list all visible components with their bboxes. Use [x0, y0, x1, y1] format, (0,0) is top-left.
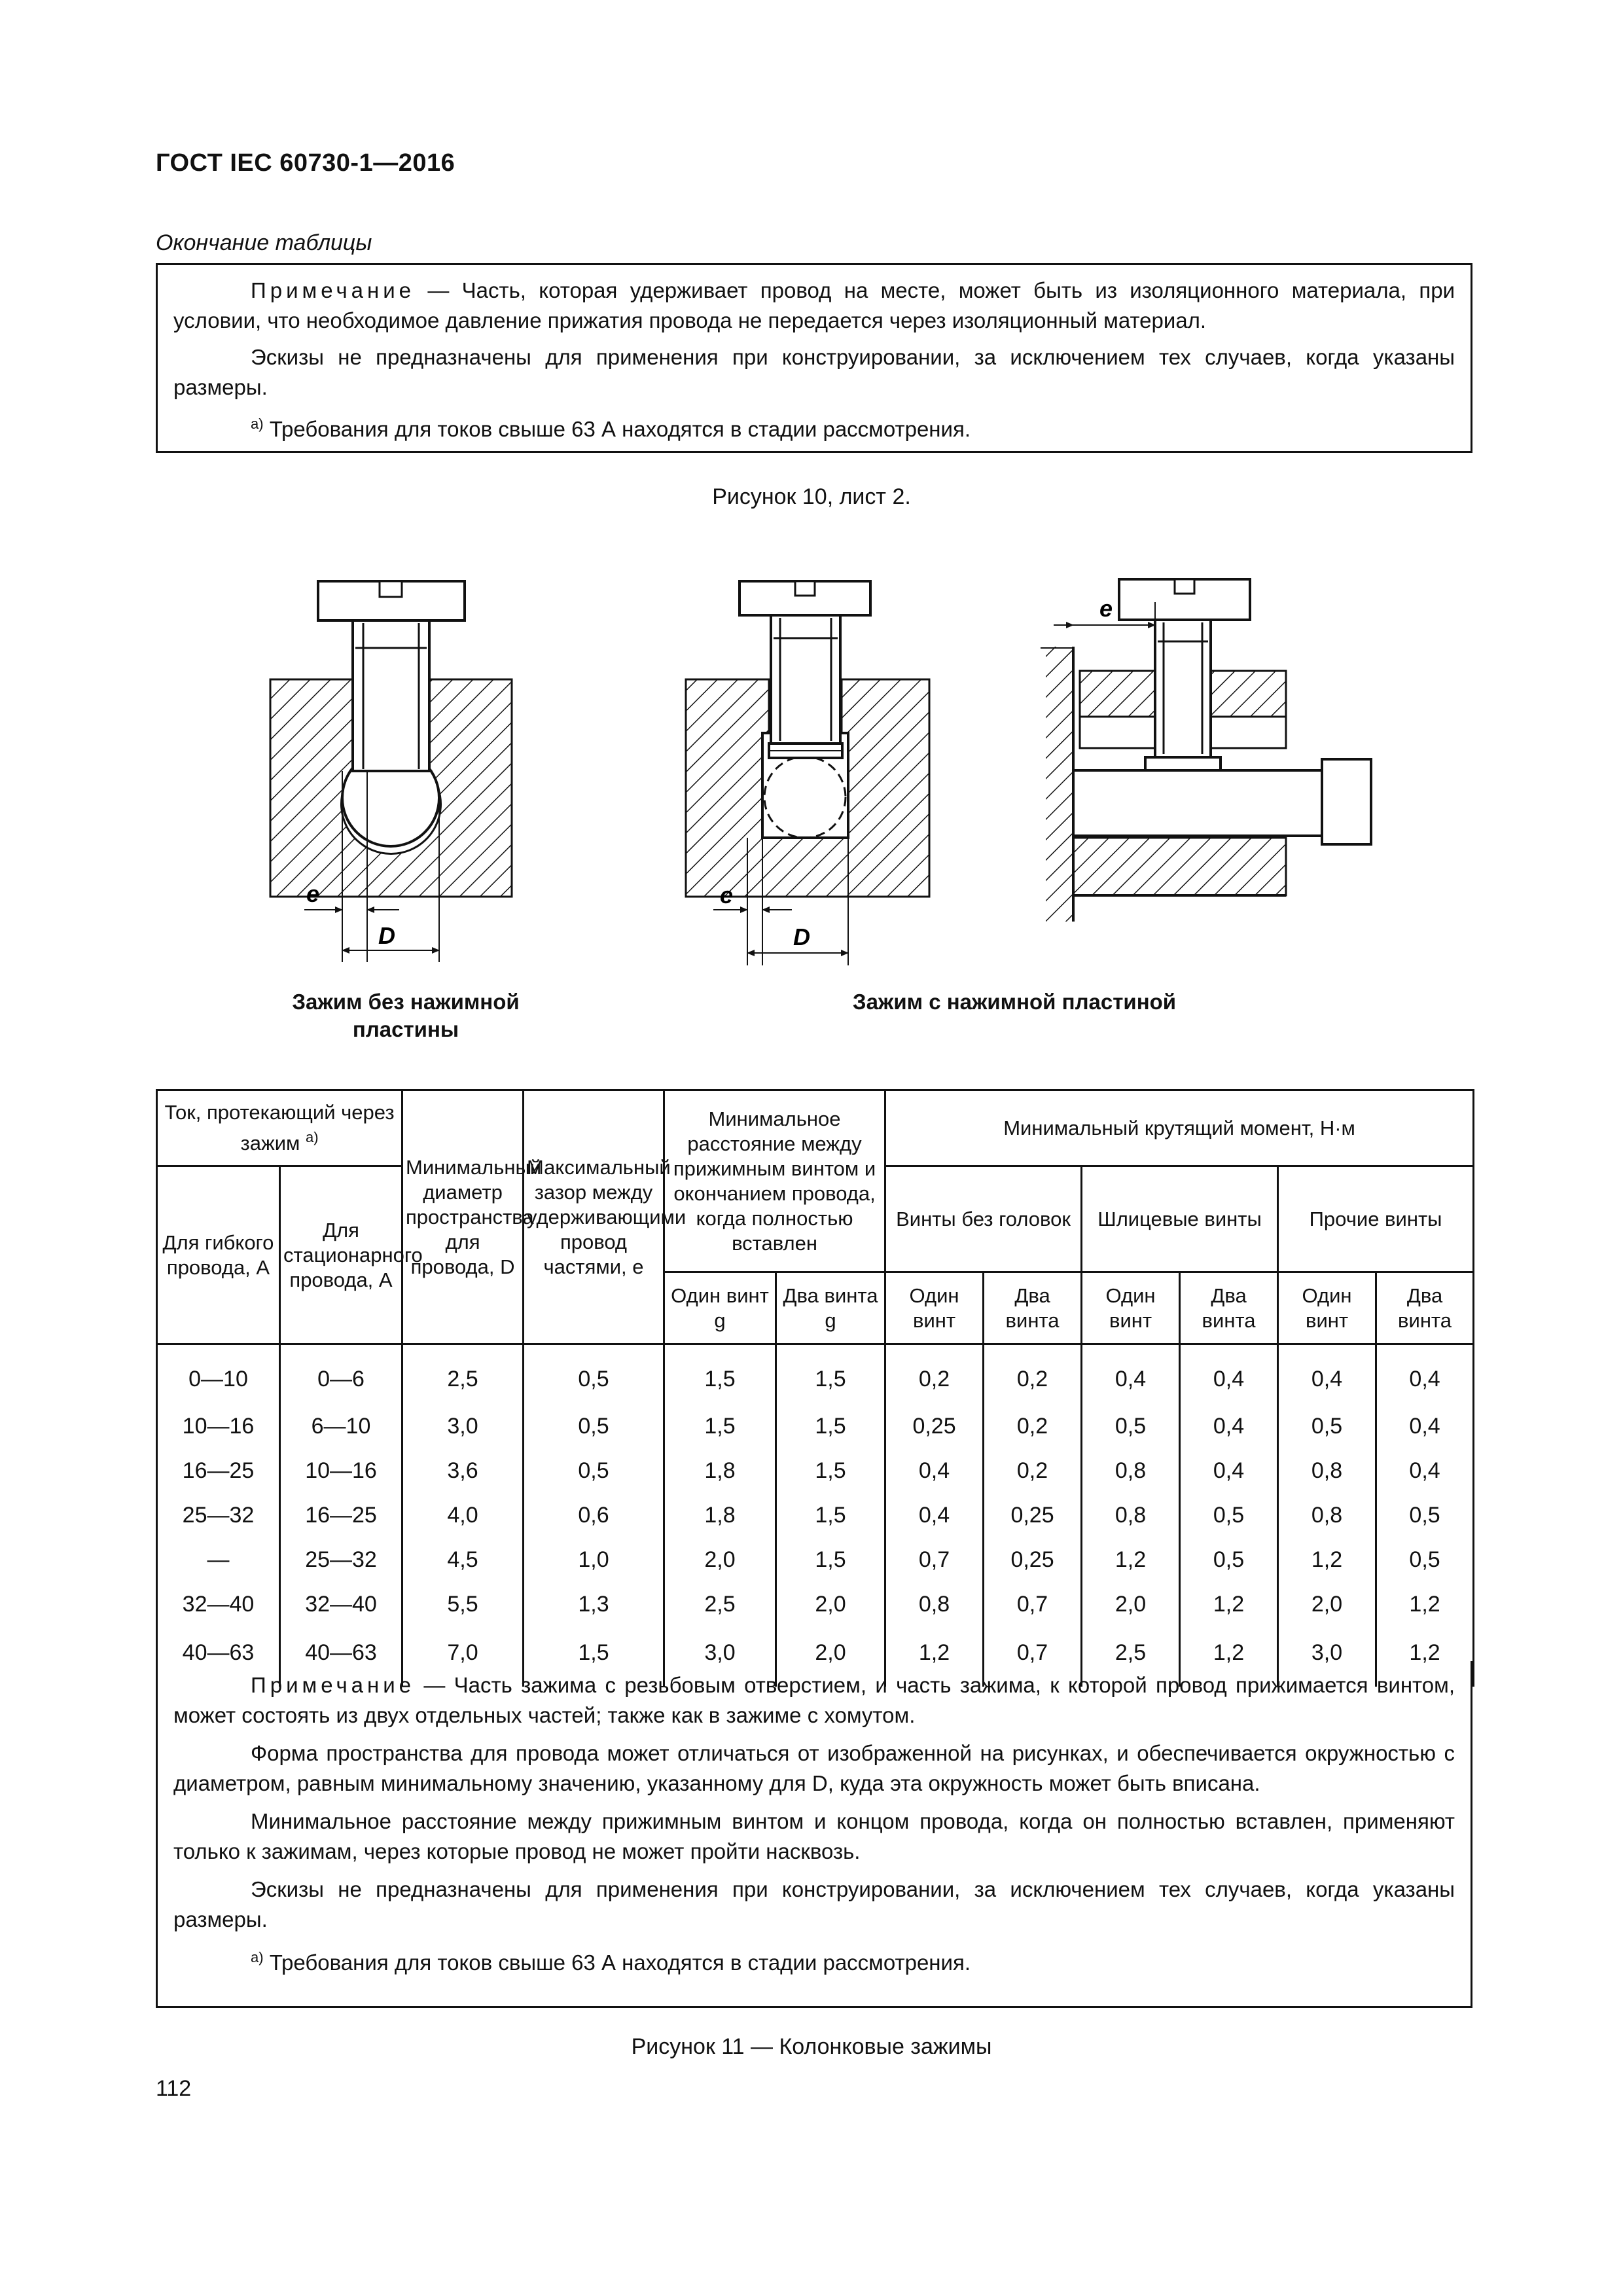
table-cell: 0,5 — [1180, 1537, 1278, 1582]
header-headless: Винты без головок — [885, 1166, 1082, 1272]
table-cell: 0,7 — [885, 1537, 984, 1582]
top-note-footnote — [173, 409, 1455, 444]
table-cell: 0,5 — [1278, 1404, 1376, 1448]
table-cell: 25—32 — [280, 1537, 402, 1582]
table-cell: 3,0 — [1278, 1626, 1376, 1687]
clamp-without-plate-drawing — [270, 581, 512, 962]
header-fixed: Для стационарного провода, А — [280, 1166, 402, 1344]
dim-e-label-2: e — [720, 882, 734, 908]
table-cell: 0,8 — [1278, 1493, 1376, 1537]
table-cell: 0,7 — [984, 1582, 1082, 1626]
header-one-screw: Один винт — [885, 1272, 984, 1344]
table-cell: 2,5 — [402, 1344, 524, 1405]
figure-11-caption: Рисунок 11 — Колонковые зажимы — [631, 2034, 992, 2059]
table-cell: 1,2 — [1376, 1626, 1474, 1687]
table-cell: 1,5 — [776, 1344, 885, 1405]
table-cell: 1,5 — [524, 1626, 664, 1687]
table-cell: 0,7 — [984, 1626, 1082, 1687]
table-row — [157, 1404, 1474, 1448]
table-cell: 0,5 — [1376, 1537, 1474, 1582]
table-cell: 32—40 — [157, 1582, 280, 1626]
bottom-note-para-3: Минимальное расстояние между прижимным винтом и концом провода, когда он полностью вставлен, применяют только к зажимам, через которые провод не может пройти насквозь. — [173, 1809, 1455, 1863]
table-cell: 0,4 — [1376, 1344, 1474, 1405]
table-cell: 2,5 — [1082, 1626, 1180, 1687]
table-cell: 2,0 — [776, 1582, 885, 1626]
table-cell: 1,8 — [664, 1493, 776, 1537]
table-cell: 0,4 — [1376, 1448, 1474, 1493]
note-label: Примечание — [251, 1673, 416, 1697]
table-cell: 0,2 — [885, 1344, 984, 1405]
header-one-screw: Один винт — [1278, 1272, 1376, 1344]
caption-with-plate: Зажим с нажимной пластиной — [852, 990, 1177, 1014]
dim-d-label-1: D — [378, 922, 395, 949]
table-cell: 0—6 — [280, 1344, 402, 1405]
table-cell: 0,8 — [1082, 1493, 1180, 1537]
table-cell: 1,5 — [664, 1344, 776, 1405]
note-label: Примечание — [251, 278, 416, 302]
table-cell: 0,2 — [984, 1404, 1082, 1448]
header-two-screws: Два винта — [984, 1272, 1082, 1344]
caption-without-plate: Зажим без нажимной пластины — [292, 990, 520, 1041]
table-body — [157, 1344, 1474, 1687]
table-cell: 3,0 — [664, 1626, 776, 1687]
table-cell: 2,0 — [1278, 1582, 1376, 1626]
header-flexible: Для гибкого провода, А — [157, 1166, 280, 1344]
table-cell: 1,5 — [776, 1448, 885, 1493]
table-cell: 0,8 — [1082, 1448, 1180, 1493]
footnote-mark: a) — [251, 416, 264, 432]
header-min-distance: Минимальное расстояние между прижимным винтом и окончанием провода, когда полностью вставлен — [664, 1090, 885, 1272]
table-cell: 1,2 — [1180, 1626, 1278, 1687]
table-row — [157, 1344, 1474, 1405]
table-cell: 16—25 — [157, 1448, 280, 1493]
table-row — [157, 1448, 1474, 1493]
table-cell: 16—25 — [280, 1493, 402, 1537]
table-cell: 0,25 — [984, 1537, 1082, 1582]
header-slotted: Шлицевые винты — [1082, 1166, 1278, 1272]
document-header: ГОСТ IEC 60730-1—2016 — [156, 149, 455, 177]
table-cell: 1,5 — [776, 1493, 885, 1537]
table-cell: 4,5 — [402, 1537, 524, 1582]
table-cell: 40—63 — [157, 1626, 280, 1687]
table-cell: 1,2 — [1376, 1582, 1474, 1626]
table-cell: 0,2 — [984, 1344, 1082, 1405]
table-continuation-label: Окончание таблицы — [156, 230, 372, 255]
table-cell: 0,5 — [1376, 1493, 1474, 1537]
table-cell: 32—40 — [280, 1582, 402, 1626]
table-cell: 0,4 — [1278, 1344, 1376, 1405]
table-cell: 0,6 — [524, 1493, 664, 1537]
header-other: Прочие винты — [1278, 1166, 1474, 1272]
clamp-with-plate-side-drawing — [1041, 579, 1371, 922]
table-cell: 0,4 — [1180, 1448, 1278, 1493]
top-note-para-1 — [173, 276, 1455, 336]
table-cell: 1,3 — [524, 1582, 664, 1626]
table-cell: 2,0 — [1082, 1582, 1180, 1626]
table-cell: 0,5 — [524, 1448, 664, 1493]
top-note-para-2: Эскизы не предназначены для применения при конструировании, за исключением тех случаев, когда указаны размеры. — [173, 345, 1455, 399]
header-two-screws: Два винта — [1376, 1272, 1474, 1344]
header-one-screw-g: Один винт g — [664, 1272, 776, 1344]
table-cell: 0,4 — [885, 1448, 984, 1493]
table-cell: 1,2 — [1180, 1582, 1278, 1626]
table-cell: 0,5 — [1180, 1493, 1278, 1537]
table-cell: 1,5 — [664, 1404, 776, 1448]
note-text: — Часть, которая удерживает провод на месте, может быть из изоляционного материала, при условии, что необходимое давление прижатия провода не передается через изоляционный материал. — [173, 278, 1455, 332]
header-current: Ток, протекающий через зажим $^{a)}$ — [157, 1090, 402, 1166]
clamp-drawings — [249, 537, 1400, 1047]
table-cell: 0,8 — [885, 1582, 984, 1626]
table-cell: 40—63 — [280, 1626, 402, 1687]
table-cell: 1,5 — [776, 1404, 885, 1448]
table-cell: — — [157, 1537, 280, 1582]
bottom-note-para-1 — [173, 1670, 1455, 1731]
table-cell: 0,2 — [984, 1448, 1082, 1493]
header-two-screws-g: Два винта g — [776, 1272, 885, 1344]
table-cell: 0,8 — [1278, 1448, 1376, 1493]
bottom-note-box — [156, 1661, 1472, 2008]
table-cell: 25—32 — [157, 1493, 280, 1537]
header-two-screws: Два винта — [1180, 1272, 1278, 1344]
table-cell: 0,5 — [1082, 1404, 1180, 1448]
bottom-note-footnote — [173, 1943, 1455, 1978]
table-row — [157, 1537, 1474, 1582]
table-cell: 4,0 — [402, 1493, 524, 1537]
page-number: 112 — [156, 2076, 192, 2101]
table-cell: 5,5 — [402, 1582, 524, 1626]
table-cell: 7,0 — [402, 1626, 524, 1687]
header-max-gap: Максимальный зазор между удерживающими провод частями, e — [524, 1090, 664, 1344]
table-cell: 0,25 — [885, 1404, 984, 1448]
footnote-text: Требования для токов свыше 63 А находятся в стадии рассмотрения. — [263, 1950, 971, 1975]
footnote-text: Требования для токов свыше 63 А находятся в стадии рассмотрения. — [263, 417, 971, 441]
table-cell: 6—10 — [280, 1404, 402, 1448]
table-cell: 1,2 — [1082, 1537, 1180, 1582]
table-cell: 0,4 — [885, 1493, 984, 1537]
torque-table — [156, 1089, 1474, 1687]
table-cell: 1,0 — [524, 1537, 664, 1582]
dim-e-label-1: e — [306, 880, 320, 907]
bottom-note-para-4: Эскизы не предназначены для применения при конструировании, за исключением тех случаев, когда указаны размеры. — [173, 1877, 1455, 1931]
table-row — [157, 1493, 1474, 1537]
table-row — [157, 1582, 1474, 1626]
table-cell: 1,2 — [1278, 1537, 1376, 1582]
bottom-note-para-2: Форма пространства для провода может отличаться от изображенной на рисунках, и обеспечивается окружностью с диаметром, равным минимальному значению, указанному для D, куда эта окружность может быть вписана. — [173, 1741, 1455, 1795]
header-one-screw: Один винт — [1082, 1272, 1180, 1344]
header-min-diameter: Минимальный диаметр пространства для провода, D — [402, 1090, 524, 1344]
note-text: — Часть зажима с резьбовым отверстием, и часть зажима, к которой провод прижимается винтом, может состоять из двух отдельных частей; также как в зажиме с хомутом. — [173, 1673, 1455, 1727]
table-cell: 0,5 — [524, 1344, 664, 1405]
table-cell: 2,0 — [776, 1626, 885, 1687]
table-cell: 1,2 — [885, 1626, 984, 1687]
dim-e-label-3: e — [1099, 595, 1113, 622]
top-note-box — [156, 263, 1472, 453]
header-torque: Минимальный крутящий момент, Н·м — [885, 1090, 1474, 1166]
table-cell: 2,5 — [664, 1582, 776, 1626]
table-cell: 0,25 — [984, 1493, 1082, 1537]
table-cell: 2,0 — [664, 1537, 776, 1582]
table-cell: 1,8 — [664, 1448, 776, 1493]
table-cell: 10—16 — [157, 1404, 280, 1448]
table-cell: 3,6 — [402, 1448, 524, 1493]
footnote-mark: a) — [251, 1949, 264, 1965]
table-cell: 1,5 — [776, 1537, 885, 1582]
table-cell: 0,4 — [1180, 1344, 1278, 1405]
table-cell: 0,5 — [524, 1404, 664, 1448]
table-cell: 0,4 — [1376, 1404, 1474, 1448]
clamp-with-plate-drawing — [686, 581, 929, 965]
table-cell: 3,0 — [402, 1404, 524, 1448]
table-cell: 0,4 — [1082, 1344, 1180, 1405]
table-cell: 10—16 — [280, 1448, 402, 1493]
table-cell: 0,4 — [1180, 1404, 1278, 1448]
figure-10-caption: Рисунок 10, лист 2. — [712, 484, 911, 509]
table-cell: 0—10 — [157, 1344, 280, 1405]
dim-d-label-2: D — [793, 924, 810, 950]
